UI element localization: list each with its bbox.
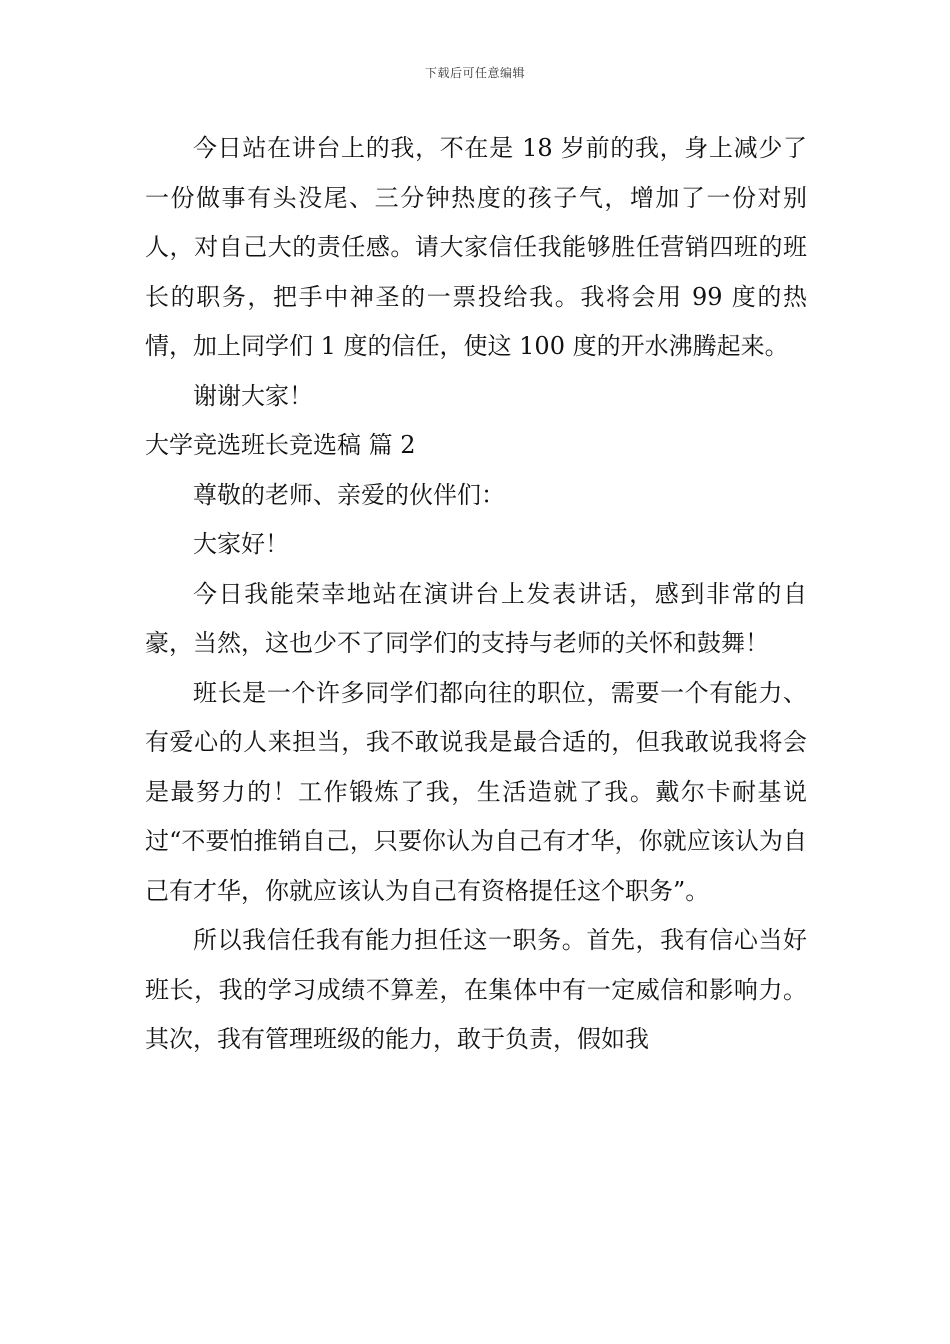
section-heading: 大学竞选班长竞选稿 篇 2 xyxy=(145,431,416,459)
paragraph-opening: 今日我能荣幸地站在演讲台上发表讲话，感到非常的自豪，当然，这也少不了同学们的支持与老师的关怀和鼓舞！ xyxy=(145,579,807,657)
paragraph-closing-speech: 今日站在讲台上的我，不在是 18 岁前的我，身上减少了一份做事有头没尾、三分钟热度的孩子气，增加了一份对别人，对自己大的责任感。请大家信任我能够胜任营销四班的班长的职务，把手中神圣的一票投给我。我将会用 99 度的热情，加上同学们 1 度的信任，使这 100 度的开水沸腾起来。 xyxy=(145,134,807,360)
paragraph-greeting: 大家好！ xyxy=(193,530,289,558)
paragraph-monitor-role: 班长是一个许多同学们都向往的职位，需要一个有能力、有爱心的人来担当，我不敢说我是最合适的，但我敢说我将会是最努力的！工作锻炼了我，生活造就了我。戴尔卡耐基说过“不要怕推销自己，只要你认为自己有才华，你就应该认为自己有才华，你就应该认为自己有资格提任这个职务”。 xyxy=(145,678,807,905)
page-header: 下载后可任意编辑 xyxy=(424,66,525,80)
paragraph-salutation: 尊敬的老师、亲爱的伙伴们： xyxy=(193,480,505,509)
paragraph-thanks: 谢谢大家！ xyxy=(193,381,313,410)
document-body xyxy=(145,124,807,1065)
paragraph-qualifications: 所以我信任我有能力担任这一职务。首先，我有信心当好班长，我的学习成绩不算差，在集体中有一定威信和影响力。其次，我有管理班级的能力，敢于负责，假如我 xyxy=(145,926,807,1053)
